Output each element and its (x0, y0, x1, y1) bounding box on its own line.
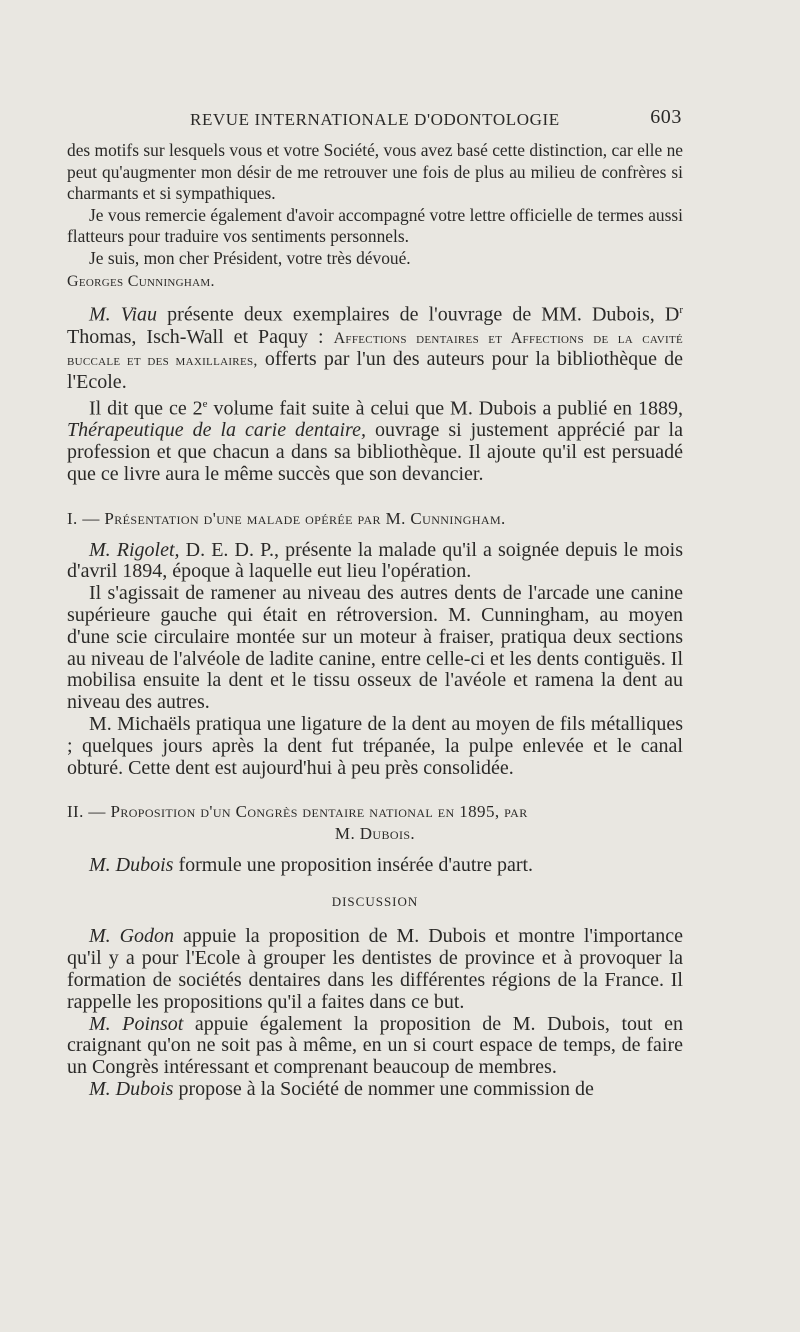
discussion-p3-text: propose à la Société de nommer une commission de (173, 1077, 594, 1100)
letter-paragraph-2: Je vous remercie également d'avoir accompagné votre lettre officielle de termes aussi flatteurs pour traduire vos sentiments personnels. (67, 204, 683, 247)
article-body (67, 140, 683, 1101)
speaker-name: M. Dubois (89, 854, 174, 876)
letter-paragraph-3: Je suis, mon cher Président, votre très dévoué. (89, 247, 411, 268)
section-2-heading-line-2: M. Dubois. (334, 824, 416, 844)
speaker-name: M. Dubois (89, 1077, 174, 1100)
volume-superscript: e (202, 398, 208, 410)
discussion-paragraph-2 (67, 1014, 683, 1079)
speaker-name: M. Godon (89, 925, 175, 948)
viau-p2-a: Il dit que ce 2 (89, 397, 203, 420)
discussion-p2-text: appuie également la proposition de M. Dubois, tout en craignant qu'on ne soit pas à même, en un si court espace de temps, de faire un Congrès intéressant et comprenant beaucoup de membres. (67, 1012, 684, 1079)
book-title: Affections dentaires et Affections de la cavité buccale et des maxillaires, (67, 329, 684, 370)
discussion-paragraph-1 (67, 926, 683, 1013)
section-1-p1-text: D. E. D. P., présente la malade qu'il a soignée depuis le mois d'avril 1894, époque à laquelle eut lieu l'opération. (67, 538, 683, 583)
viau-text-3: offerts par l'un des auteurs pour la bibliothèque de l'Ecole. (67, 348, 683, 394)
section-1-paragraph-1 (67, 540, 683, 584)
section-1-paragraph-2: Il s'agissait de ramener au niveau des autres dents de l'arcade une canine supérieure gauche qui était en rétroversion. M. Cunningham, au moyen d'une scie circulaire montée sur un moteur à fraiser, pratiqua deux sections au niveau de l'alvéole de ladite canine, entre celle-ci et les dents contiguës. Il mobilisa ensuite la dent et le tissu osseux de l'avéole et ramena la dent au niveau des autres. (67, 582, 683, 714)
cited-title: Thérapeutique de la carie dentaire, (67, 419, 366, 442)
viau-p2-c: ouvrage si justement apprécié par la profession et que chacun a dans sa bibliothèque. Il ajoute qu'il est persuadé que ce livre aura le même succès que son devancier. (67, 419, 683, 486)
letter-paragraph-1: des motifs sur lesquels vous et votre Société, vous avez basé cette distinction, car elle ne peut qu'augmenter mon désir de me retrouver une fois de plus au milieu de confrères si charmants et si sympathiques. (67, 140, 683, 204)
section-1-paragraph-3: M. Michaëls pratiqua une ligature de la dent au moyen de fils métalliques ; quelques jours après la dent fut trépanée, la pulpe enlevée et le canal obturé. Cette dent est aujourd'hui à peu près consolidée. (67, 713, 683, 779)
viau-block (67, 300, 683, 486)
dr-superscript: r (679, 304, 683, 317)
discussion-paragraph-3 (67, 1079, 683, 1101)
section-2-heading-line-1: II. — Proposition d'un Congrès dentaire national en 1895, par (67, 802, 528, 822)
viau-paragraph-2 (67, 394, 683, 486)
section-2-p1-text: formule une proposition insérée d'autre part. (173, 854, 534, 876)
viau-text-2: Thomas, Isch-Wall et Paquy : (67, 325, 334, 348)
section-1 (67, 508, 683, 780)
signature-text: Georges Cunningham. (67, 272, 215, 290)
page-number: 603 (650, 106, 682, 128)
section-1-heading: I. — Présentation d'une malade opérée par M. Cunningham. (67, 508, 506, 528)
viau-paragraph-1 (67, 300, 683, 394)
viau-p2-b: volume fait suite à celui que M. Dubois a publié en 1889, (207, 397, 683, 420)
speaker-name: M. Rigolet, (89, 538, 180, 561)
speaker-name: M. Viau (89, 303, 158, 326)
discussion-heading: DISCUSSION (331, 893, 419, 909)
discussion-p1-text: appuie la proposition de M. Dubois et montre l'importance qu'il y a pour l'Ecole à grouper les dentistes de province et à provoquer la formation de sociétés dentaires dans les différentes régions de la France. Il rappelle les propositions qu'il a faites dans ce but. (67, 925, 683, 1013)
discussion-block (67, 926, 683, 1100)
viau-text-1: présente deux exemplaires de l'ouvrage de MM. Dubois, D (157, 303, 680, 326)
speaker-name: M. Poinsot (89, 1012, 184, 1035)
letter-signature (67, 270, 613, 293)
journal-title: REVUE INTERNATIONALE D'ODONTOLOGIE (190, 110, 560, 129)
section-2-paragraph-1 (67, 855, 683, 877)
section-2 (67, 801, 683, 876)
